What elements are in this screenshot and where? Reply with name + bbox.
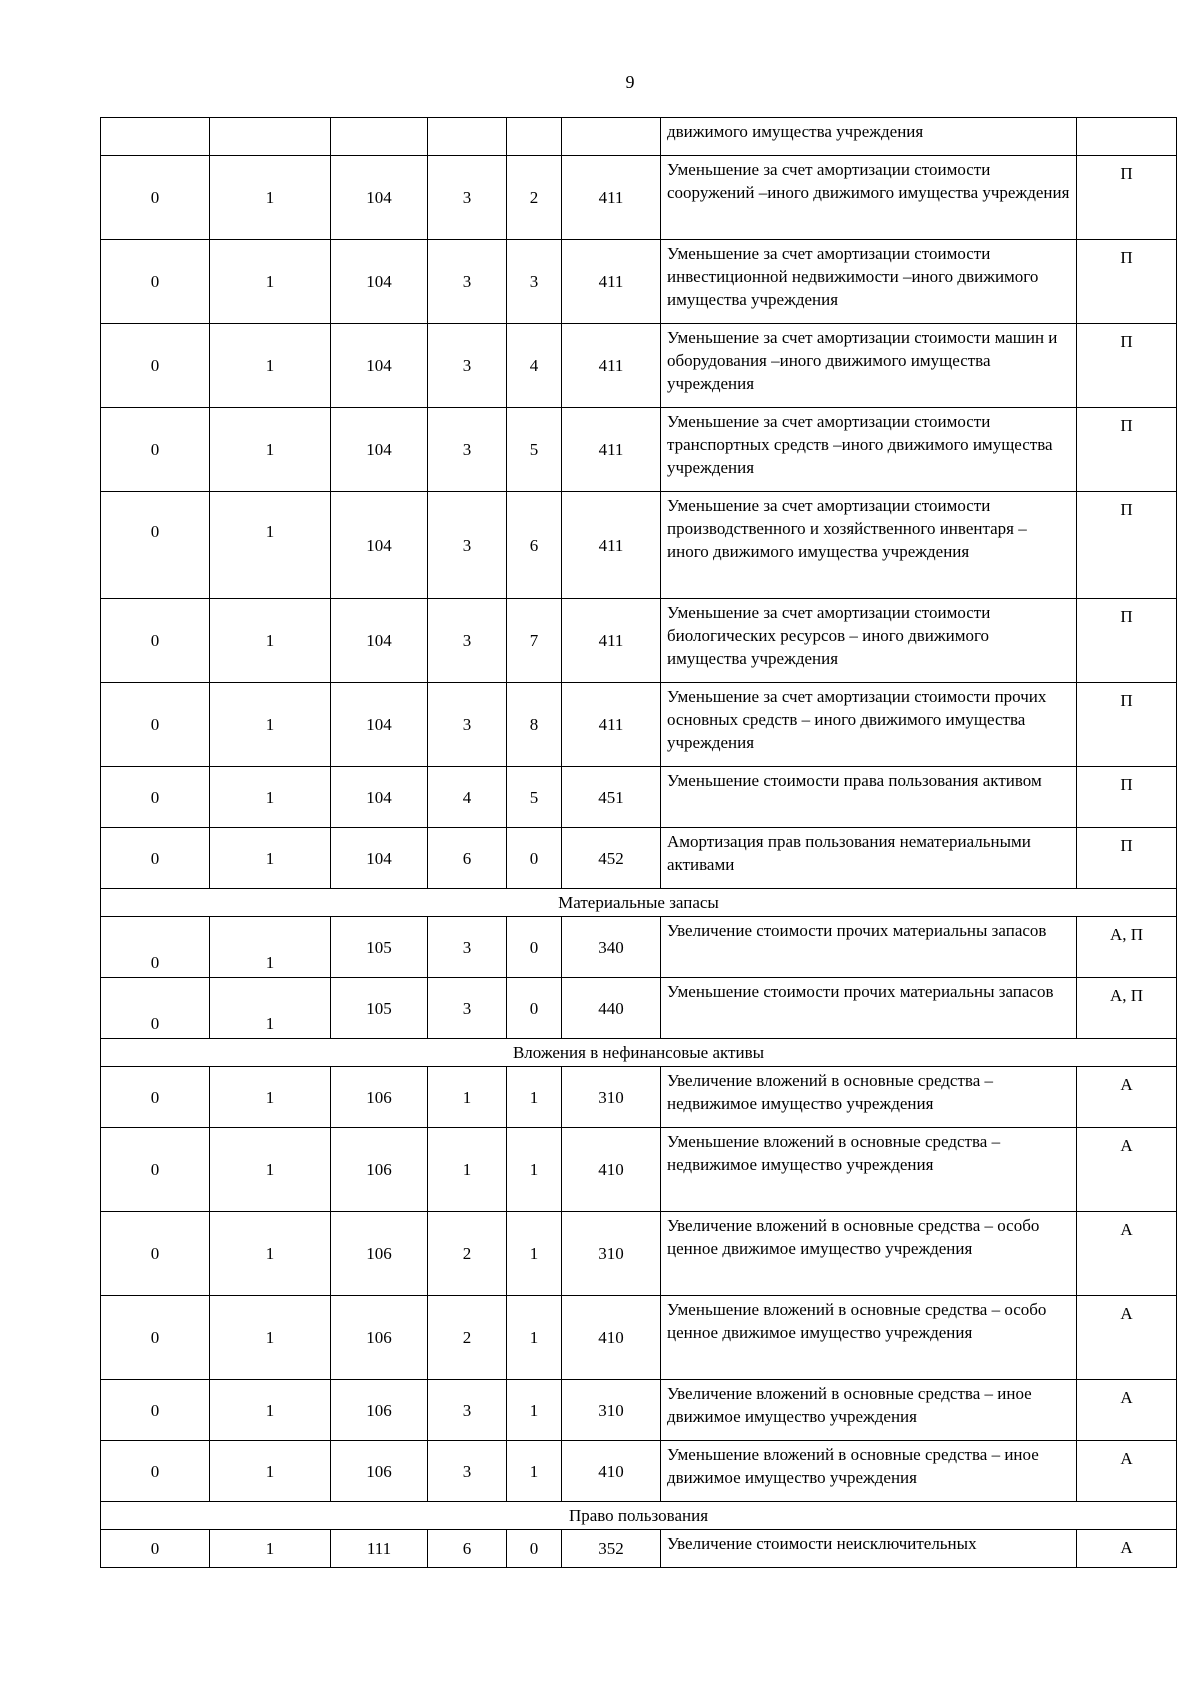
- page-number: 9: [625, 72, 635, 92]
- account-type-mark: П: [1077, 240, 1177, 324]
- account-segment-2: 1: [210, 408, 331, 492]
- account-type-mark: А: [1077, 1296, 1177, 1380]
- account-segment-3: 104: [331, 324, 428, 408]
- account-segment-4: 3: [428, 324, 507, 408]
- account-segment-4: 3: [428, 978, 507, 1039]
- account-segment-5: 7: [507, 599, 562, 683]
- account-description: Амортизация прав пользования нематериальными активами: [661, 828, 1077, 889]
- table-row: [101, 240, 1177, 324]
- table-row: [101, 1296, 1177, 1380]
- account-segment-2: 1: [210, 1380, 331, 1441]
- table-row: [101, 408, 1177, 492]
- account-segment-1: 0: [101, 917, 210, 978]
- account-segment-6: 340: [562, 917, 661, 978]
- account-segment-5: 1: [507, 1380, 562, 1441]
- account-segment-5: 1: [507, 1441, 562, 1502]
- account-type-mark: П: [1077, 156, 1177, 240]
- account-segment-4: 3: [428, 599, 507, 683]
- account-segment-1: 0: [101, 978, 210, 1039]
- table-row: [101, 767, 1177, 828]
- account-segment-4: 1: [428, 1067, 507, 1128]
- account-segment-3: 104: [331, 492, 428, 599]
- account-description: Увеличение стоимости прочих материальны запасов: [661, 917, 1077, 978]
- section-row: [101, 1039, 1177, 1067]
- account-segment-1: 0: [101, 408, 210, 492]
- account-segment-1: 0: [101, 1441, 210, 1502]
- account-segment-3: 106: [331, 1212, 428, 1296]
- account-segment-4: 6: [428, 1530, 507, 1568]
- table-row: [101, 828, 1177, 889]
- account-segment-4: 3: [428, 1380, 507, 1441]
- table-row: [101, 156, 1177, 240]
- account-description: Уменьшение вложений в основные средства – иное движимое имущество учреждения: [661, 1441, 1077, 1502]
- account-segment-5: 0: [507, 917, 562, 978]
- account-segment-3: 111: [331, 1530, 428, 1568]
- account-segment-5: 0: [507, 828, 562, 889]
- account-segment-6: 411: [562, 156, 661, 240]
- account-segment-6: 310: [562, 1380, 661, 1441]
- section-title: Право пользования: [101, 1502, 1177, 1530]
- account-description: Увеличение вложений в основные средства – недвижимое имущество учреждения: [661, 1067, 1077, 1128]
- account-segment-3: 104: [331, 683, 428, 767]
- account-segment-5: 1: [507, 1128, 562, 1212]
- account-segment-2: 1: [210, 599, 331, 683]
- account-segment-2: 1: [210, 1212, 331, 1296]
- account-type-mark: А, П: [1077, 917, 1177, 978]
- table-row: [101, 1212, 1177, 1296]
- account-segment-1: 0: [101, 683, 210, 767]
- account-segment-1: 0: [101, 1380, 210, 1441]
- account-segment-6: 411: [562, 408, 661, 492]
- account-description: Уменьшение вложений в основные средства – особо ценное движимое имущество учреждения: [661, 1296, 1077, 1380]
- account-type-mark: П: [1077, 492, 1177, 599]
- table-row: [101, 118, 1177, 156]
- account-type-mark: П: [1077, 683, 1177, 767]
- account-segment-1: 0: [101, 324, 210, 408]
- account-segment-2: 1: [210, 1441, 331, 1502]
- accounts-table: [100, 117, 1177, 1568]
- account-description: Уменьшение за счет амортизации стоимости транспортных средств –иного движимого имущества учреждения: [661, 408, 1077, 492]
- account-segment-6: 451: [562, 767, 661, 828]
- table-body: [101, 118, 1177, 1568]
- account-segment-2: 1: [210, 978, 331, 1039]
- account-segment-6: 410: [562, 1296, 661, 1380]
- account-segment-1: [101, 118, 210, 156]
- table-row: [101, 324, 1177, 408]
- account-segment-6: 411: [562, 240, 661, 324]
- account-description: Уменьшение за счет амортизации стоимости биологических ресурсов – иного движимого имущества учреждения: [661, 599, 1077, 683]
- account-segment-1: 0: [101, 828, 210, 889]
- account-segment-2: 1: [210, 828, 331, 889]
- account-segment-2: 1: [210, 767, 331, 828]
- account-segment-4: 2: [428, 1212, 507, 1296]
- account-segment-3: 104: [331, 599, 428, 683]
- account-segment-3: 105: [331, 917, 428, 978]
- account-description: движимого имущества учреждения: [661, 118, 1077, 156]
- account-type-mark: П: [1077, 599, 1177, 683]
- account-segment-1: 0: [101, 1067, 210, 1128]
- account-segment-4: [428, 118, 507, 156]
- table-row: [101, 1067, 1177, 1128]
- account-segment-1: 0: [101, 156, 210, 240]
- account-segment-5: 1: [507, 1212, 562, 1296]
- account-segment-3: [331, 118, 428, 156]
- table-row: [101, 492, 1177, 599]
- account-segment-4: 4: [428, 767, 507, 828]
- account-type-mark: П: [1077, 324, 1177, 408]
- account-segment-2: 1: [210, 1530, 331, 1568]
- account-description: Увеличение вложений в основные средства – иное движимое имущество учреждения: [661, 1380, 1077, 1441]
- account-type-mark: П: [1077, 408, 1177, 492]
- account-type-mark: А: [1077, 1441, 1177, 1502]
- account-segment-4: 1: [428, 1128, 507, 1212]
- section-title: Вложения в нефинансовые активы: [101, 1039, 1177, 1067]
- table-row: [101, 1128, 1177, 1212]
- section-row: [101, 1502, 1177, 1530]
- account-segment-1: 0: [101, 1212, 210, 1296]
- account-segment-5: 8: [507, 683, 562, 767]
- account-segment-6: 352: [562, 1530, 661, 1568]
- account-segment-3: 104: [331, 408, 428, 492]
- account-segment-2: 1: [210, 917, 331, 978]
- account-type-mark: А: [1077, 1212, 1177, 1296]
- account-segment-4: 3: [428, 917, 507, 978]
- account-segment-6: 310: [562, 1212, 661, 1296]
- account-segment-4: 3: [428, 156, 507, 240]
- table-row: [101, 1441, 1177, 1502]
- account-description: Уменьшение за счет амортизации стоимости инвестиционной недвижимости –иного движимого имущества учреждения: [661, 240, 1077, 324]
- account-segment-1: 0: [101, 492, 210, 599]
- account-segment-3: 104: [331, 828, 428, 889]
- account-description: Увеличение стоимости неисключительных: [661, 1530, 1077, 1568]
- account-segment-5: 5: [507, 408, 562, 492]
- account-description: Уменьшение за счет амортизации стоимости сооружений –иного движимого имущества учреждения: [661, 156, 1077, 240]
- table-row: [101, 1380, 1177, 1441]
- account-type-mark: А, П: [1077, 978, 1177, 1039]
- account-description: Уменьшение стоимости права пользования активом: [661, 767, 1077, 828]
- account-type-mark: [1077, 118, 1177, 156]
- table-row: [101, 683, 1177, 767]
- account-segment-3: 106: [331, 1380, 428, 1441]
- account-segment-4: 3: [428, 240, 507, 324]
- account-description: Уменьшение за счет амортизации стоимости производственного и хозяйственного инвентаря – иного движимого имущества учреждения: [661, 492, 1077, 599]
- account-segment-4: 3: [428, 683, 507, 767]
- account-segment-2: 1: [210, 492, 331, 599]
- account-segment-6: 440: [562, 978, 661, 1039]
- account-segment-3: 106: [331, 1296, 428, 1380]
- account-segment-2: 1: [210, 324, 331, 408]
- account-segment-2: 1: [210, 683, 331, 767]
- account-segment-6: 310: [562, 1067, 661, 1128]
- account-segment-6: 411: [562, 599, 661, 683]
- account-segment-5: 3: [507, 240, 562, 324]
- table-row: [101, 978, 1177, 1039]
- account-segment-1: 0: [101, 1530, 210, 1568]
- account-segment-4: 3: [428, 1441, 507, 1502]
- account-type-mark: П: [1077, 828, 1177, 889]
- account-segment-3: 106: [331, 1441, 428, 1502]
- account-segment-5: 1: [507, 1067, 562, 1128]
- account-segment-6: 452: [562, 828, 661, 889]
- account-segment-3: 104: [331, 156, 428, 240]
- account-segment-5: 1: [507, 1296, 562, 1380]
- account-description: Уменьшение стоимости прочих материальны запасов: [661, 978, 1077, 1039]
- account-segment-2: 1: [210, 1296, 331, 1380]
- account-segment-4: 3: [428, 492, 507, 599]
- account-segment-1: 0: [101, 1128, 210, 1212]
- account-segment-6: 410: [562, 1441, 661, 1502]
- section-title: Материальные запасы: [101, 889, 1177, 917]
- account-segment-3: 105: [331, 978, 428, 1039]
- account-segment-4: 6: [428, 828, 507, 889]
- account-segment-2: [210, 118, 331, 156]
- account-type-mark: А: [1077, 1128, 1177, 1212]
- account-segment-1: 0: [101, 240, 210, 324]
- account-segment-1: 0: [101, 599, 210, 683]
- account-type-mark: А: [1077, 1067, 1177, 1128]
- table-row: [101, 1530, 1177, 1568]
- account-segment-6: 410: [562, 1128, 661, 1212]
- account-type-mark: А: [1077, 1380, 1177, 1441]
- account-segment-6: 411: [562, 492, 661, 599]
- account-description: Уменьшение за счет амортизации стоимости прочих основных средств – иного движимого имущества учреждения: [661, 683, 1077, 767]
- account-segment-5: 4: [507, 324, 562, 408]
- account-segment-2: 1: [210, 1128, 331, 1212]
- table-row: [101, 917, 1177, 978]
- account-segment-5: 5: [507, 767, 562, 828]
- account-segment-2: 1: [210, 1067, 331, 1128]
- account-description: Уменьшение вложений в основные средства – недвижимое имущество учреждения: [661, 1128, 1077, 1212]
- table-row: [101, 599, 1177, 683]
- account-segment-1: 0: [101, 767, 210, 828]
- account-segment-5: [507, 118, 562, 156]
- account-segment-3: 104: [331, 240, 428, 324]
- account-segment-3: 106: [331, 1067, 428, 1128]
- account-segment-4: 3: [428, 408, 507, 492]
- account-type-mark: П: [1077, 767, 1177, 828]
- section-row: [101, 889, 1177, 917]
- account-segment-1: 0: [101, 1296, 210, 1380]
- account-segment-5: 0: [507, 1530, 562, 1568]
- account-segment-2: 1: [210, 156, 331, 240]
- account-segment-5: 2: [507, 156, 562, 240]
- account-description: Увеличение вложений в основные средства – особо ценное движимое имущество учреждения: [661, 1212, 1077, 1296]
- account-type-mark: А: [1077, 1530, 1177, 1568]
- account-segment-6: 411: [562, 683, 661, 767]
- account-segment-5: 6: [507, 492, 562, 599]
- account-segment-2: 1: [210, 240, 331, 324]
- account-segment-6: [562, 118, 661, 156]
- account-segment-4: 2: [428, 1296, 507, 1380]
- account-segment-3: 106: [331, 1128, 428, 1212]
- account-segment-5: 0: [507, 978, 562, 1039]
- account-segment-3: 104: [331, 767, 428, 828]
- account-segment-6: 411: [562, 324, 661, 408]
- account-description: Уменьшение за счет амортизации стоимости машин и оборудования –иного движимого имущества учреждения: [661, 324, 1077, 408]
